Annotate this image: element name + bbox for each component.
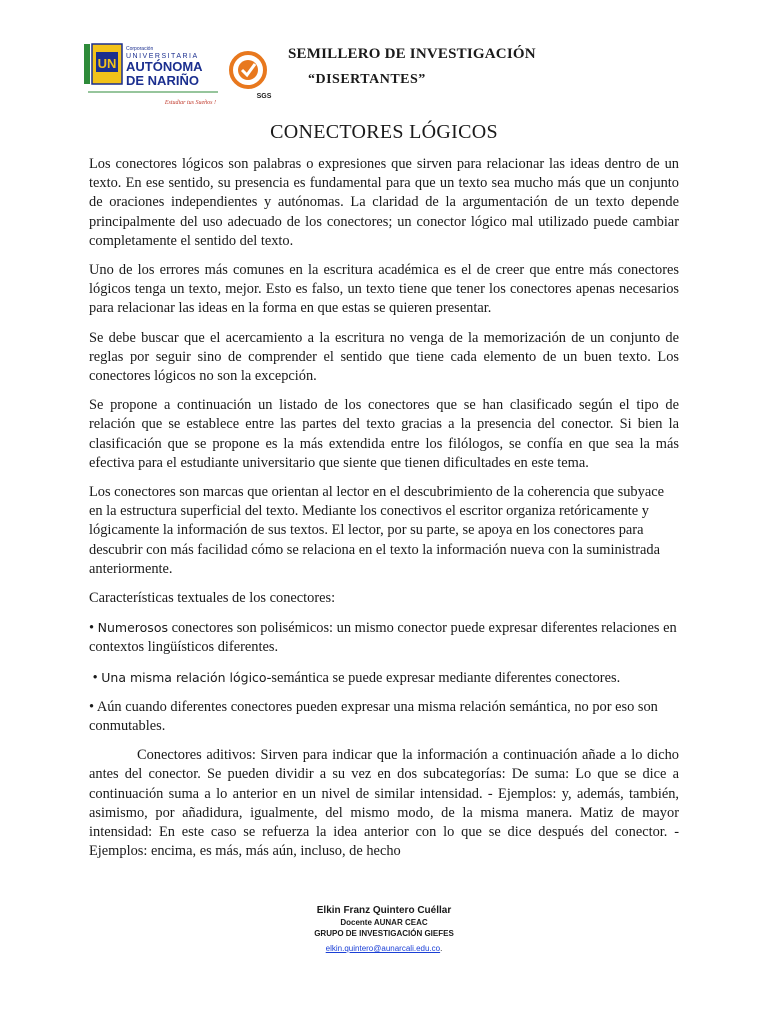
header-line-2: “DISERTANTES” [308, 72, 426, 87]
footer-email-link[interactable]: elkin.quintero@aunarcali.edu.co [325, 944, 441, 953]
svg-text:Corporación: Corporación [126, 46, 154, 52]
sgs-label: SGS [256, 93, 272, 100]
university-logo [82, 40, 222, 112]
footer-role: Docente AUNAR CEAC [340, 918, 428, 927]
bullet-2-rest: -semántica se puede expresar mediante diferentes conectores. [266, 669, 621, 686]
bullet-2 [89, 668, 679, 688]
paragraph-3: Se debe buscar que el acercamiento a la escritura no venga de la memorización de un conjunto de reglas por seguir sino de comprender el sentido que tiene cada elemento de un buen texto. Los conectores lógicos no son la excepción. [89, 329, 679, 385]
svg-text:DE NARIÑO: DE NARIÑO [126, 73, 199, 88]
svg-text:Estudiar tus Sueños !: Estudiar tus Sueños ! [164, 100, 216, 106]
logo-monogram: UN [97, 56, 117, 71]
page-header [82, 40, 692, 120]
bullet-3: • Aún cuando diferentes conectores pueden expresar una misma relación semántica, no por eso son conmutables. [89, 698, 658, 735]
bullet-marker: • [89, 620, 95, 637]
bullet-1-rest: conectores son polisémicos: un mismo conector puede expresar diferentes relaciones en contextos lingüísticos diferentes. [89, 620, 677, 656]
header-text [288, 46, 648, 88]
paragraph-7: Conectores aditivos: Sirven para indicar que la información a continuación añade a lo dicho antes del conector. Se pueden dividir a su vez en dos subcategorías: De suma: Lo que se dice a continuación suma a lo anterior en un nivel de similar intensidad. - Ejemplos: y, además, también, asimismo, por añadidura, igualmente, del mismo modo, de la misma manera. Matiz de mayor intensidad: En este caso se refuerza la idea anterior con lo que se dice después del conector. - Ejemplos: encima, es más, más aún, incluso, de hecho [89, 747, 679, 860]
document-title: CONECTORES LÓGICOS [270, 121, 498, 143]
paragraph-2: Uno de los errores más comunes en la escritura académica es el de creer que entre más conectores lógicos tenga un texto, mejor. Esto es falso, un texto tiene que tener los conectores apenas necesarios para relacionar las ideas en la forma en que estas se quieren presentar. [89, 262, 679, 317]
footer-email-suffix: . [440, 944, 443, 953]
svg-text:AUTÓNOMA: AUTÓNOMA [126, 59, 203, 74]
paragraph-6: Características textuales de los conectores: [89, 590, 336, 607]
paragraph-1: Los conectores lógicos son palabras o expresiones que sirven para relacionar las ideas dentro de un texto. En ese sentido, su presencia es fundamental para que un texto sea mucho más que un conjunto de oraciones independientes y autónomas. La claridad de la argumentación de un texto depende principalmente del uso adecuado de los conectores; un conector lógico mal utilizado puede cambiar completamente el sentido del texto. [89, 156, 679, 249]
bullet-1-lead: Numerosos [97, 620, 168, 636]
svg-text:UNIVERSITARIA: UNIVERSITARIA [126, 53, 199, 60]
bullet-2-lead: Una misma relación lógico [101, 669, 267, 685]
bullet-marker: • [92, 669, 98, 686]
paragraph-5: Los conectores son marcas que orientan al lector en el descubrimiento de la coherencia que subyace en la estructura superficial del texto. Mediante los conectivos el escritor organiza retóricamente y lógicamente la información de sus textos. El lector, por su parte, se apoya en los conectores para descubrir con más facilidad cómo se relaciona en el texto la información nueva con la suministrada anteriormente. [89, 484, 664, 577]
paragraph-4: Se propone a continuación un listado de los conectores que se han clasificado según el tipo de relación que se establece entre las partes del texto gracias a la presencia del conector. Si bien la clasificación que se propone es la más extendida entre los filólogos, se confía en que sea la más efectiva para el estudiante universitario que siente que tienen dificultades en este tema. [89, 397, 679, 471]
footer-group: GRUPO DE INVESTIGACIÓN GIEFES [314, 929, 454, 938]
sgs-certification-logo [228, 48, 274, 102]
header-line-1: SEMILLERO DE INVESTIGACIÓN [288, 46, 536, 62]
footer-author-name: Elkin Franz Quintero Cuéllar [316, 905, 452, 916]
document-body [89, 155, 679, 872]
bullet-1 [89, 618, 679, 657]
page-footer [0, 905, 768, 956]
